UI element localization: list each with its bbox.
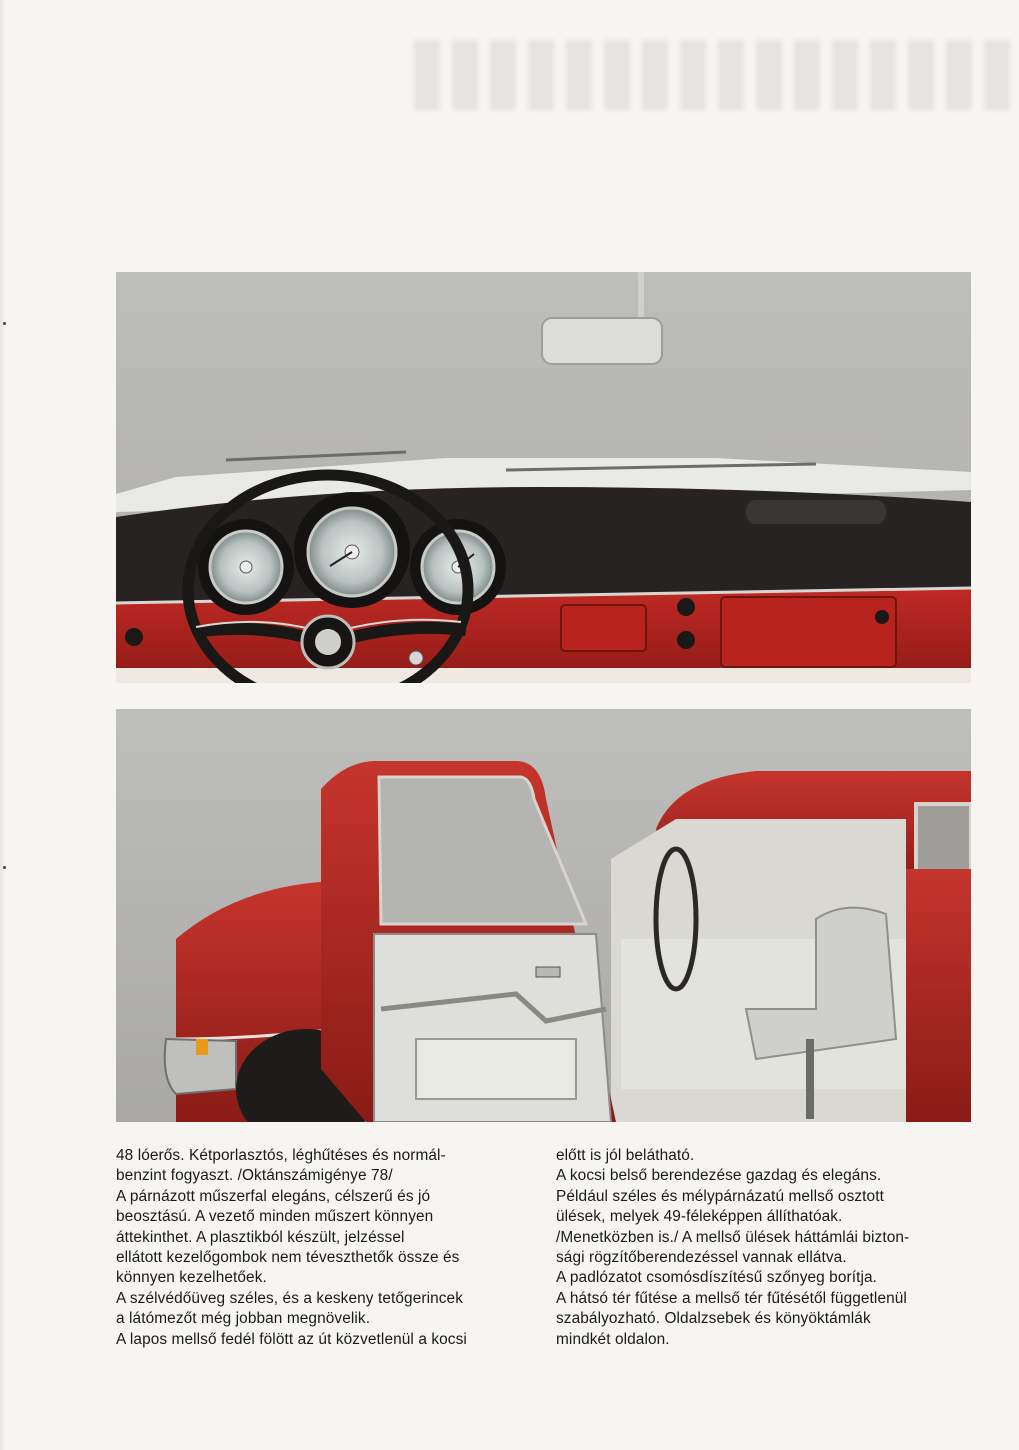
text-line: előtt is jól belátható. <box>556 1147 695 1164</box>
text-line: A párnázott műszerfal elegáns, célszerű és jó <box>116 1187 431 1205</box>
text-line: A hátsó tér fűtése a mellső tér fűtésétől függetlenül <box>556 1289 907 1307</box>
binding-hole <box>3 866 6 869</box>
car-open-door-photo <box>116 709 971 1122</box>
text-line: szabályozható. Oldalzsebek és könyöktámlák <box>556 1310 871 1328</box>
text-line: benzint fogyaszt. /Oktánszámigénye 78/ <box>116 1167 393 1185</box>
text-line: sági rögzítőberendezéssel vannak ellátva. <box>556 1249 847 1267</box>
text-line: 48 lóerős. Kétporlasztós, léghűtéses és normál- <box>116 1147 446 1164</box>
text-line: könnyen kezelhetőek. <box>116 1269 267 1287</box>
body-text-left-column <box>116 1146 536 1350</box>
text-line: A padlózatot csomósdíszítésű szőnyeg borítja. <box>556 1269 878 1287</box>
text-line: áttekinthet. A plasztikból készült, jelzéssel <box>116 1228 405 1246</box>
binding-hole <box>3 322 6 325</box>
text-line: Például széles és mélypárnázatú mellső osztott <box>556 1187 884 1205</box>
body-text-right-column <box>556 1146 976 1350</box>
text-line: A kocsi belső berendezése gazdag és elegáns. <box>556 1167 882 1185</box>
text-line: mindkét oldalon. <box>556 1330 670 1348</box>
text-line: A lapos mellső fedél fölött az út közvetlenül a kocsi <box>116 1330 467 1348</box>
text-line: ülések, melyek 49-féleképpen állíthatóak. <box>556 1208 843 1226</box>
dashboard-photo <box>116 272 971 683</box>
text-line: /Menetközben is./ A mellső ülések háttámlái bizton- <box>556 1228 910 1246</box>
page-edge <box>0 0 6 1450</box>
text-line: beosztású. A vezető minden műszert könnyen <box>116 1208 434 1226</box>
text-line: ellátott kezelőgombok nem téveszthetők össze és <box>116 1249 460 1267</box>
text-line: A szélvédőüveg széles, és a keskeny tetőgerincek <box>116 1289 464 1307</box>
text-line: a látómezőt még jobban megnövelik. <box>116 1310 371 1328</box>
show-through-heading <box>410 40 1010 110</box>
